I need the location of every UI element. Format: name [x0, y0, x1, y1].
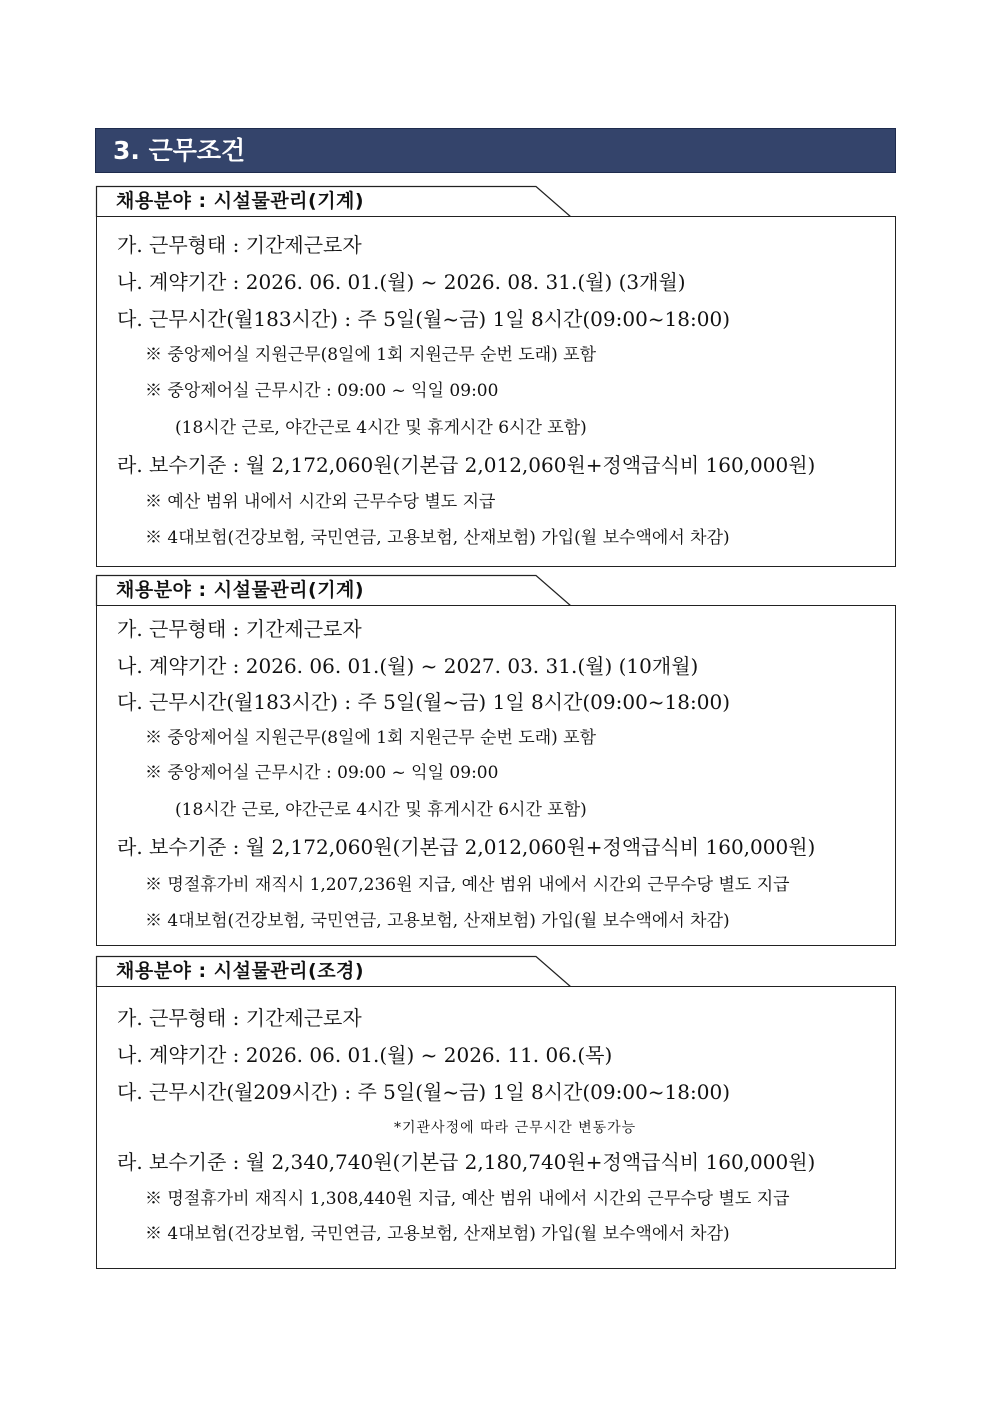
salary: 라. 보수기준 : 월 2,172,060원(기본급 2,012,060원+정액급식비 160,000원) — [117, 453, 816, 477]
section-header — [95, 128, 896, 173]
section-tab — [96, 956, 572, 987]
conditions-box — [96, 605, 896, 946]
note-hours-variable: *기관사정에 따라 근무시간 변동가능 — [394, 1120, 637, 1136]
section-tab — [96, 186, 572, 217]
contract-period: 나. 계약기간 : 2026. 06. 01.(월) ~ 2026. 08. 31.(월) (3개월) — [117, 270, 686, 294]
note-control-room-detail: (18시간 근로, 야간근로 4시간 및 휴게시간 6시간 포함) — [175, 800, 587, 820]
field-label: 채용분야 : 시설물관리(조경) — [116, 960, 365, 982]
salary: 라. 보수기준 : 월 2,340,740원(기본급 2,180,740원+정액급식비 160,000원) — [117, 1150, 816, 1174]
employment-type: 가. 근무형태 : 기간제근로자 — [117, 233, 362, 257]
section-title: 3. 근무조건 — [113, 136, 246, 165]
note-insurance: ※ 4대보험(건강보험, 국민연금, 고용보험, 산재보험) 가입(월 보수액에서 차감) — [145, 1224, 730, 1244]
note-control-room-detail: (18시간 근로, 야간근로 4시간 및 휴게시간 6시간 포함) — [175, 418, 587, 438]
field-label: 채용분야 : 시설물관리(기계) — [116, 190, 365, 212]
note-holiday-bonus: ※ 명절휴가비 재직시 1,308,440원 지급, 예산 범위 내에서 시간외 근무수당 별도 지급 — [145, 1189, 790, 1209]
recruitment-section-3 — [96, 956, 896, 1269]
section-tab — [96, 575, 572, 606]
employment-type: 가. 근무형태 : 기간제근로자 — [117, 617, 362, 641]
contract-period: 나. 계약기간 : 2026. 06. 01.(월) ~ 2026. 11. 06.(목) — [117, 1043, 613, 1067]
note-control-room-hours: ※ 중앙제어실 근무시간 : 09:00 ~ 익일 09:00 — [145, 763, 499, 783]
note-insurance: ※ 4대보험(건강보험, 국민연금, 고용보험, 산재보험) 가입(월 보수액에서 차감) — [145, 528, 730, 548]
note-insurance: ※ 4대보험(건강보험, 국민연금, 고용보험, 산재보험) 가입(월 보수액에서 차감) — [145, 911, 730, 931]
contract-period: 나. 계약기간 : 2026. 06. 01.(월) ~ 2027. 03. 31.(월) (10개월) — [117, 654, 699, 678]
note-overtime: ※ 예산 범위 내에서 시간외 근무수당 별도 지급 — [145, 492, 496, 512]
note-control-room-hours: ※ 중앙제어실 근무시간 : 09:00 ~ 익일 09:00 — [145, 381, 499, 401]
working-hours: 다. 근무시간(월183시간) : 주 5일(월~금) 1일 8시간(09:00~18:00) — [117, 307, 730, 331]
note-control-room-support: ※ 중앙제어실 지원근무(8일에 1회 지원근무 순번 도래) 포함 — [145, 345, 597, 365]
note-control-room-support: ※ 중앙제어실 지원근무(8일에 1회 지원근무 순번 도래) 포함 — [145, 728, 597, 748]
salary: 라. 보수기준 : 월 2,172,060원(기본급 2,012,060원+정액급식비 160,000원) — [117, 835, 816, 859]
working-hours: 다. 근무시간(월183시간) : 주 5일(월~금) 1일 8시간(09:00~18:00) — [117, 690, 730, 714]
recruitment-section-2 — [96, 575, 896, 946]
field-label: 채용분야 : 시설물관리(기계) — [116, 579, 365, 601]
employment-type: 가. 근무형태 : 기간제근로자 — [117, 1006, 362, 1030]
working-hours: 다. 근무시간(월209시간) : 주 5일(월~금) 1일 8시간(09:00~18:00) — [117, 1080, 730, 1104]
conditions-box — [96, 986, 896, 1269]
conditions-box — [96, 216, 896, 567]
note-holiday-bonus: ※ 명절휴가비 재직시 1,207,236원 지급, 예산 범위 내에서 시간외 근무수당 별도 지급 — [145, 875, 790, 895]
recruitment-section-1 — [96, 186, 896, 567]
